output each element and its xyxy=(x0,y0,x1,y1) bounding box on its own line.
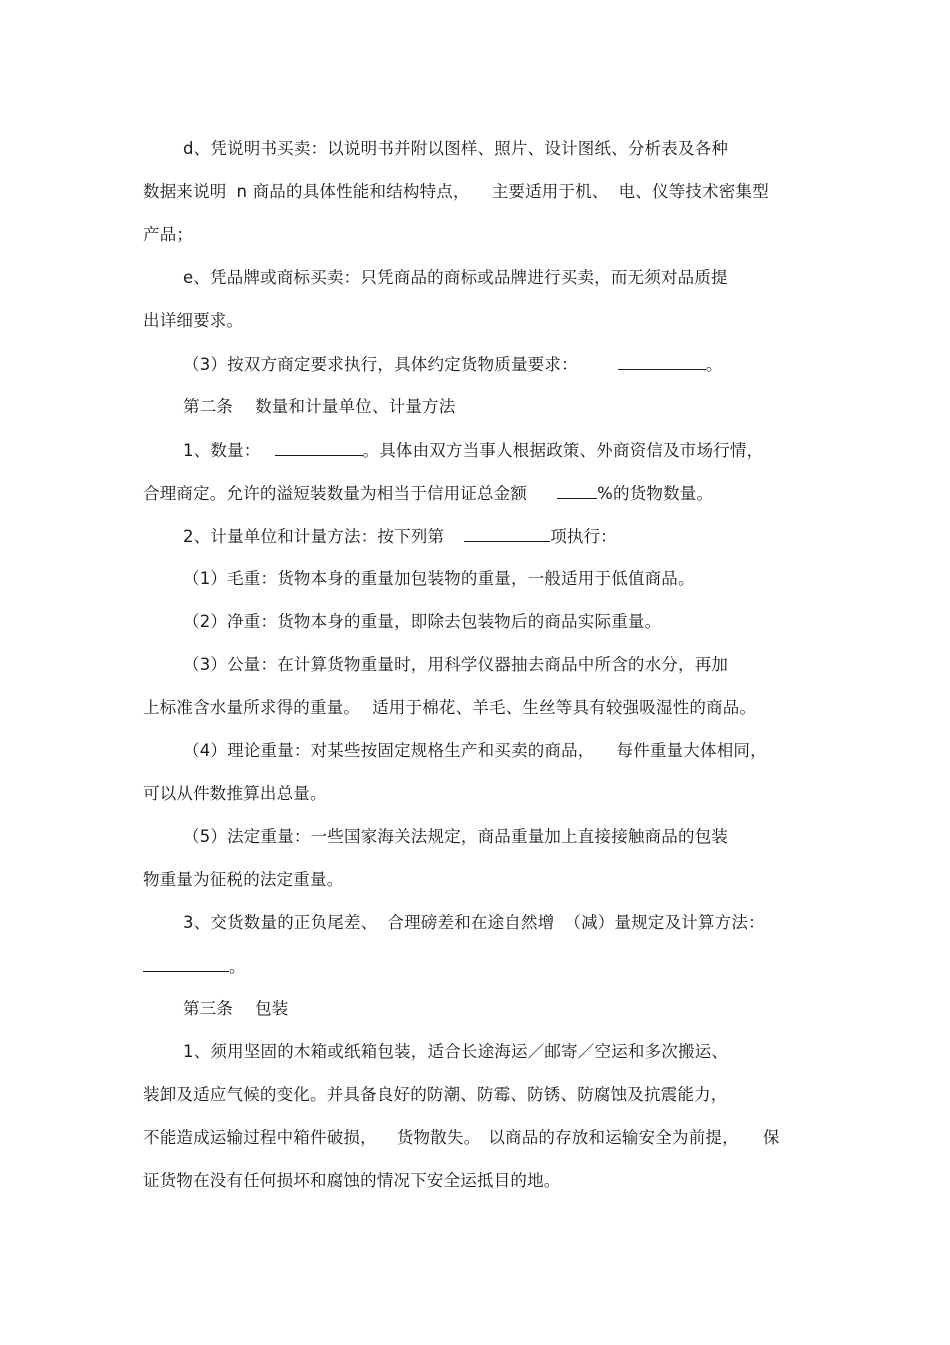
method-conditioned-weight-line-2 xyxy=(143,697,756,719)
paragraph-d-line-2 xyxy=(143,181,769,203)
paragraph-d-line-3: 产品； xyxy=(143,225,194,244)
text-segment: （3）按双方商定要求执行，具体约定货物质量要求： xyxy=(183,355,578,374)
text-segment: 主要适用于机、 xyxy=(491,182,609,201)
article-title: 包装 xyxy=(255,999,289,1018)
text-segment: 保 xyxy=(762,1128,780,1147)
paragraph-3-quality xyxy=(183,353,723,376)
fill-in-blank[interactable] xyxy=(275,439,363,456)
article-title: 数量和计量单位、计量方法 xyxy=(255,397,456,416)
packaging-line-4: 证货物在没有任何损坏和腐蚀的情况下安全运抵目的地。 xyxy=(143,1171,561,1190)
packaging-line-2: 装卸及适应气候的变化。并具备良好的防潮、防霉、防锈、防腐蚀及抗震能力， xyxy=(143,1085,728,1104)
article-3-heading xyxy=(183,998,289,1020)
text-segment: 。 xyxy=(705,355,723,374)
measurement-method-line xyxy=(183,525,617,548)
method-theoretical-weight-line-1 xyxy=(183,740,767,762)
text-segment: 2、计量单位和计量方法：按下列第 xyxy=(183,527,445,546)
text-segment: %的货物数量。 xyxy=(597,484,714,503)
paragraph-e-line-2: 出详细要求。 xyxy=(143,311,244,330)
paragraph-d-line-1: d、凭说明书买卖：以说明书并附以图样、照片、设计图纸、分析表及各种 xyxy=(183,139,729,158)
article-2-heading xyxy=(183,396,456,418)
fill-in-blank[interactable] xyxy=(557,482,597,499)
method-net-weight: （2）净重：货物本身的重量，即除去包装物后的商品实际重量。 xyxy=(183,612,662,631)
text-segment: 货物散失。 xyxy=(396,1128,481,1147)
text-segment: 。具体由双方当事人根据政策、外商资信及市场行情， xyxy=(362,441,764,460)
tolerance-line-2 xyxy=(143,955,246,978)
text-segment: 合理商定。允许的溢短装数量为相当于信用证总金额 xyxy=(143,484,528,503)
tolerance-line-1 xyxy=(183,912,765,934)
text-segment: 适用于棉花、羊毛、生丝等具有较强吸湿性的商品。 xyxy=(372,698,757,717)
text-segment: 3、交货数量的正负尾差、 xyxy=(183,913,378,932)
fill-in-blank[interactable] xyxy=(618,353,706,370)
method-conditioned-weight-line-1: （3）公量：在计算货物重量时，用科学仪器抽去商品中所含的水分，再加 xyxy=(183,655,729,674)
article-number: 第三条 xyxy=(183,999,234,1018)
text-segment: 上标准含水量所求得的重量。 xyxy=(143,698,361,717)
fill-in-blank[interactable] xyxy=(143,955,229,972)
text-segment: （减）量规定及计算方法： xyxy=(564,913,765,932)
method-legal-weight-line-1: （5）法定重量：一些国家海关法规定，商品重量加上直接接触商品的包装 xyxy=(183,827,729,846)
quantity-line-2 xyxy=(143,482,713,505)
paragraph-e-line-1: e、凭品牌或商标买卖：只凭商品的商标或品牌进行买卖，而无须对品质提 xyxy=(183,268,728,287)
packaging-line-3 xyxy=(143,1127,780,1149)
text-segment: 不能造成运输过程中箱件破损， xyxy=(143,1128,377,1147)
text-segment: 以商品的存放和运输安全为前提， xyxy=(488,1128,739,1147)
quantity-line-1 xyxy=(183,439,763,462)
text-segment: （4）理论重量：对某些按固定规格生产和买卖的商品， xyxy=(183,741,595,760)
method-theoretical-weight-line-2: 可以从件数推算出总量。 xyxy=(143,784,327,803)
text-segment: 每件重量大体相同， xyxy=(616,741,767,760)
packaging-line-1: 1、须用坚固的木箱或纸箱包装，适合长途海运／邮寄／空运和多次搬运、 xyxy=(183,1042,729,1061)
text-segment: 数据来说明 xyxy=(143,182,227,201)
text-segment: 。 xyxy=(229,957,246,976)
method-gross-weight: （1）毛重：货物本身的重量加包装物的重量，一般适用于低值商品。 xyxy=(183,569,695,588)
text-segment: 合理磅差和在途自然增 xyxy=(387,913,555,932)
text-segment: 1、数量： xyxy=(183,441,261,460)
method-legal-weight-line-2: 物重量为征税的法定重量。 xyxy=(143,870,344,889)
text-segment: n 商品的具体性能和结构特点， xyxy=(236,182,470,201)
text-segment: 项执行： xyxy=(550,527,618,546)
article-number: 第二条 xyxy=(183,397,234,416)
fill-in-blank[interactable] xyxy=(464,525,550,542)
text-segment: 电、仪等技术密集型 xyxy=(618,182,769,201)
